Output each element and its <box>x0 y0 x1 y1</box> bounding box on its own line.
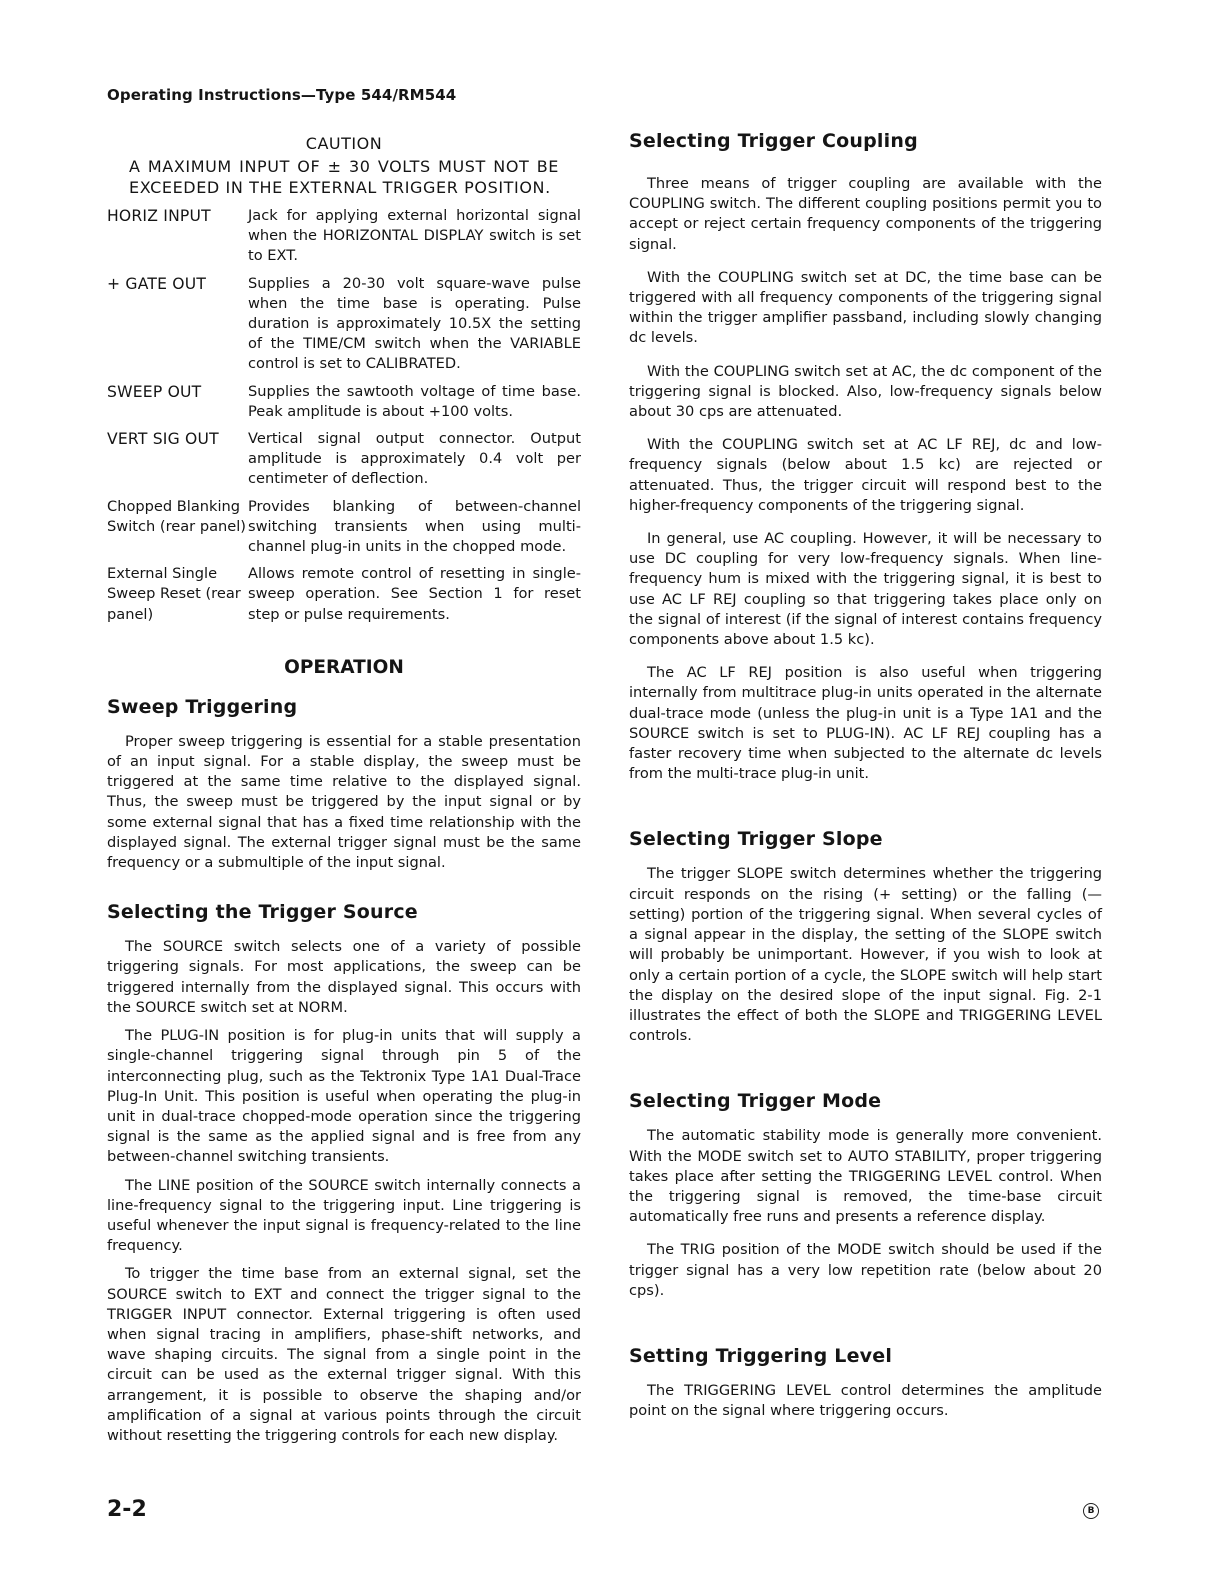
paragraph: With the COUPLING switch set at AC, the dc component of the triggering signal is blocked. Also, low-frequency signals below about 30 cps are attenuated. <box>629 362 1102 421</box>
paragraph: The trigger SLOPE switch determines whether the triggering circuit responds on the rising (+ setting) or the falling (— setting) portion of the triggering signal. When several cycles of a signal appear in the display, the setting of the SLOPE switch will probably be unimportant. However, if you wish to look at only a certain portion of a cycle, the SLOPE switch will help start the display on the desired slope of the input signal. Fig. 2-1 illustrates the effect of both the SLOPE and TRIGGERING LEVEL controls. <box>629 865 1102 1045</box>
paragraph: Proper sweep triggering is essential for a stable presentation of an input signal. For a stable display, the sweep must be triggered at the same time relative to the displayed signal. Thus, the sweep must be triggered by the input signal or by some external signal that has a fixed time relationship with the displayed signal. The external trigger signal must be the same frequency or a submultiple of the input signal. <box>107 732 581 872</box>
right-column <box>629 130 1102 1421</box>
definition-term: + GATE OUT <box>107 274 207 293</box>
operation-title: OPERATION <box>284 656 404 678</box>
paragraph: The automatic stability mode is generally more convenient. With the MODE switch set to AUTO STABILITY, proper triggering takes place after setting the TRIGGERING LEVEL control. When the triggering signal is removed, the time-base circuit automatically free runs and presents a reference display. <box>629 1127 1102 1226</box>
definition-description: Jack for applying external horizontal signal when the HORIZONTAL DISPLAY switch is set to EXT. <box>248 207 581 265</box>
definition-row <box>107 382 581 422</box>
triggering-level-heading: Setting Triggering Level <box>629 1344 893 1367</box>
definition-term: Chopped Blanking Switch (rear panel) <box>107 497 247 535</box>
paragraph: Three means of trigger coupling are available with the COUPLING switch. The different coupling positions permit you to accept or reject certain frequency components of the triggering signal. <box>629 175 1102 253</box>
paragraph: To trigger the time base from an external signal, set the SOURCE switch to EXT and connect the trigger signal to the TRIGGER INPUT connector. External triggering is often used when signal tracing in amplifiers, phase-shift networks, and wave shaping circuits. The signal from a single point in the circuit can be used as the external trigger signal. With this arrangement, it is possible to observe the shaping and/or amplification of a signal at various points through the circuit without resetting the triggering controls for each new display. <box>107 1265 581 1444</box>
trigger-source-heading: Selecting the Trigger Source <box>107 901 418 924</box>
definition-row <box>107 274 581 375</box>
paragraph: The PLUG-IN position is for plug-in units that will supply a single-channel triggering signal through pin 5 of the interconnecting plug, such as the Tektronix Type 1A1 Dual-Trace Plug-In Unit. This position is useful when operating the plug-in unit in dual-trace chopped-mode operation since the triggering signal is the same as the applied signal and is free from any between-channel switching transients. <box>107 1027 581 1166</box>
paragraph: The SOURCE switch selects one of a variety of possible triggering signals. For most applications, the sweep can be triggered internally from the displayed signal. This occurs with the SOURCE switch set at NORM. <box>107 938 581 1016</box>
paragraph: The AC LF REJ position is also useful when triggering internally from multitrace plug-in units operated in the alternate dual-trace mode (unless the plug-in unit is a Type 1A1 and the SOURCE switch is set to PLUG-IN). AC LF REJ coupling has a faster recovery time when subjected to the alternate dc levels from the multi-trace plug-in unit. <box>629 664 1102 783</box>
left-column <box>107 130 581 1446</box>
trigger-mode-heading: Selecting Trigger Mode <box>629 1090 882 1113</box>
definition-description: Allows remote control of resetting in single-sweep operation. See Section 1 for reset step or pulse requirements. <box>248 565 581 623</box>
definition-term: External Single Sweep Reset (rear panel) <box>107 565 241 623</box>
definition-description: Supplies a 20-30 volt square-wave pulse when the time base is operating. Pulse duration is approximately 10.5X the setting of the TIME/CM switch when the VARIABLE control is set to CALIBRATED. <box>248 274 581 373</box>
sweep-triggering-heading: Sweep Triggering <box>107 695 298 718</box>
definition-term: SWEEP OUT <box>107 382 202 401</box>
revision-mark: B <box>1083 1503 1099 1519</box>
running-header: Operating Instructions—Type 544/RM544 <box>107 86 457 104</box>
definition-term: HORIZ INPUT <box>107 207 211 225</box>
connector-definitions <box>107 206 581 625</box>
caution-text: A MAXIMUM INPUT OF ± 30 VOLTS MUST NOT BE EXCEEDED IN THE EXTERNAL TRIGGER POSITION. <box>129 157 559 197</box>
paragraph: The TRIG position of the MODE switch should be used if the trigger signal has a very low repetition rate (below about 20 cps). <box>629 1241 1102 1299</box>
definition-row <box>107 497 581 558</box>
trigger-coupling-heading: Selecting Trigger Coupling <box>629 130 918 152</box>
page-number: 2-2 <box>107 1497 147 1522</box>
caution-title: CAUTION <box>305 134 383 153</box>
paragraph: The LINE position of the SOURCE switch internally connects a line-frequency signal to the triggering input. Line triggering is useful whenever the input signal is frequency-related to the line frequency. <box>107 1176 581 1255</box>
definition-description: Provides blanking of between-channel switching transients when using multi-channel plug-in units in the chopped mode. <box>248 497 581 556</box>
paragraph: With the COUPLING switch set at DC, the time base can be triggered with all frequency components of the triggering signal within the trigger amplifier passband, including slowly changing dc levels. <box>629 268 1102 347</box>
paragraph: The TRIGGERING LEVEL control determines the amplitude point on the signal where triggering occurs. <box>629 1381 1102 1420</box>
trigger-slope-heading: Selecting Trigger Slope <box>629 828 883 851</box>
paragraph: In general, use AC coupling. However, it will be necessary to use DC coupling for very low-frequency signals. When line-frequency hum is mixed with the triggering signal, it is best to use AC LF REJ coupling so that triggering takes place only on the signal of interest (if the signal of interest contains frequency components above about 1.5 kc). <box>629 530 1102 649</box>
definition-description: Supplies the sawtooth voltage of time base. Peak amplitude is about +100 volts. <box>248 382 581 420</box>
definition-row <box>107 429 581 490</box>
definition-row <box>107 564 581 625</box>
paragraph: With the COUPLING switch set at AC LF REJ, dc and low-frequency signals (below about 1.5 kc) are rejected or attenuated. Thus, the trigger circuit will respond best to the higher-frequency components of the triggering signal. <box>629 436 1102 514</box>
definition-row <box>107 206 581 267</box>
definition-description: Vertical signal output connector. Output amplitude is approximately 0.4 volt per centimeter of deflection. <box>248 430 581 488</box>
definition-term: VERT SIG OUT <box>107 430 219 449</box>
